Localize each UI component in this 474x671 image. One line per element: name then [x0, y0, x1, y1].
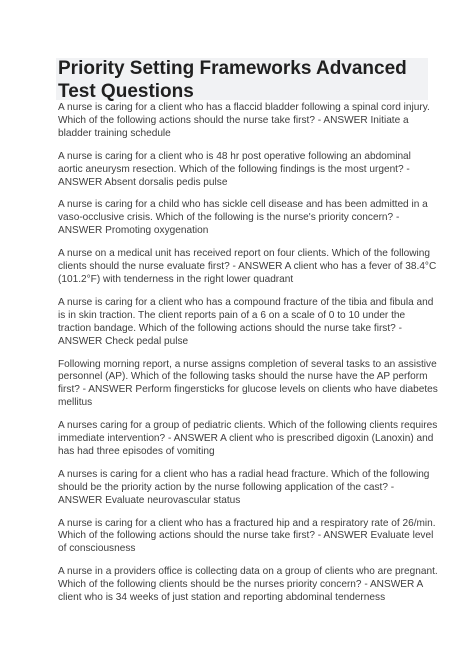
question-answer-item: A nurse is caring for a child who has sickle cell disease and has been admitted in a vaso-occlusive crisis. Which of the following is the nurse's priority concern? - ANSWER Promoting oxygenation: [58, 199, 428, 237]
question-list: [58, 102, 438, 615]
question-answer-item: A nurses caring for a group of pediatric clients. Which of the following clients requires immediate intervention? - ANSWER A client who is prescribed digoxin (Lanoxin) and has had three episodes of vomiting: [58, 420, 438, 457]
question-answer-item: A nurse is caring for a client who is 48 hr post operative following an abdominal aortic aneurysm resection. Which of the following findings is the most urgent? - ANSWER Absent dorsalis pedis pulse: [58, 150, 411, 188]
question-answer-item: A nurse is caring for a client who has a fractured hip and a respiratory rate of 26/min. Which of the following actions should the nurse take first? - ANSWER Evaluate level of consciousness: [58, 517, 436, 555]
question-answer-item: A nurse on a medical unit has received report on four clients. Which of the following clients should the nurse evaluate first? - ANSWER A client who has a fever of 38.4°C (101.2°F) with tenderness in the right lower quadrant: [58, 248, 437, 285]
page-title: Priority Setting Frameworks Advanced Test Questions: [58, 58, 407, 102]
question-answer-item: A nurse is caring for a client who has a flaccid bladder following a spinal cord injury. Which of the following actions should the nurse take first? - ANSWER Initiate a bladder training schedule: [58, 102, 430, 139]
question-answer-item: A nurse in a providers office is collecting data on a group of clients who are pregnant. Which of the following clients should be the nurses priority concern? - ANSWER A client who is 34 weeks of just station and reporting abdominal tenderness: [58, 566, 438, 604]
question-answer-item: A nurses is caring for a client who has a radial head fracture. Which of the following should be the priority action by the nurse following application of the cast? - ANSWER Evaluate neurovascular status: [58, 468, 430, 506]
question-answer-item: Following morning report, a nurse assigns completion of several tasks to an assistive personnel (AP). Which of the following tasks should the nurse have the AP perform first? - ANSWER Perform fingersticks for glucose levels on clients who have diabetes mellitus: [58, 358, 438, 409]
question-answer-item: A nurse is caring for a client who has a compound fracture of the tibia and fibula and is in skin traction. The client reports pain of a 6 on a scale of 0 to 10 under the traction bandage. Which of the following actions should the nurse take first? - ANSWER Check pedal pulse: [58, 296, 434, 347]
